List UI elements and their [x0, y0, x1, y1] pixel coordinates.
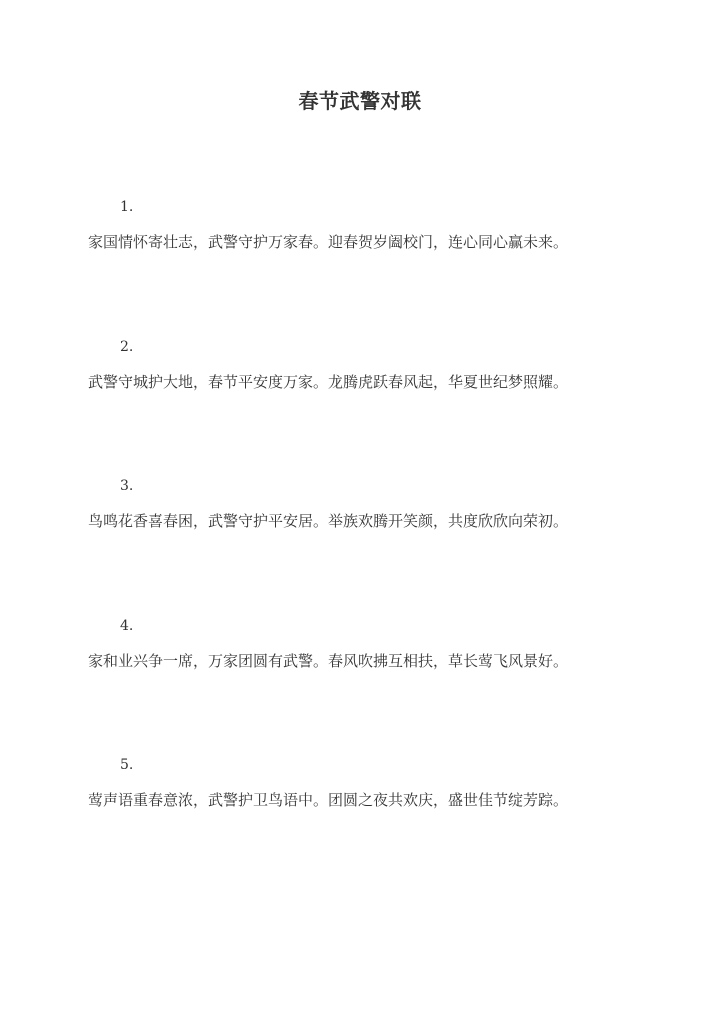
couplet-text: 家和业兴争一席，万家团圆有武警。春风吹拂互相扶，草长莺飞风景好。 [88, 652, 569, 670]
couplet-text: 鸟鸣花香喜春困，武警守护平安居。举族欢腾开笑颜，共度欣欣向荣初。 [88, 512, 569, 530]
couplet-number: 2. [120, 339, 134, 355]
couplet-text: 武警守城护大地，春节平安度万家。龙腾虎跃春风起，华夏世纪梦照耀。 [88, 373, 569, 391]
couplet-number: 1. [120, 199, 134, 215]
couplet-text: 莺声语重春意浓，武警护卫鸟语中。团圆之夜共欢庆，盛世佳节绽芳踪。 [88, 791, 569, 809]
couplet-number: 4. [120, 618, 134, 634]
couplet-number: 5. [120, 757, 134, 773]
couplet-text: 家国情怀寄壮志，武警守护万家春。迎春贺岁阖校门，连心同心赢未来。 [88, 233, 569, 251]
document-title: 春节武警对联 [298, 89, 422, 113]
couplet-number: 3. [120, 478, 134, 494]
